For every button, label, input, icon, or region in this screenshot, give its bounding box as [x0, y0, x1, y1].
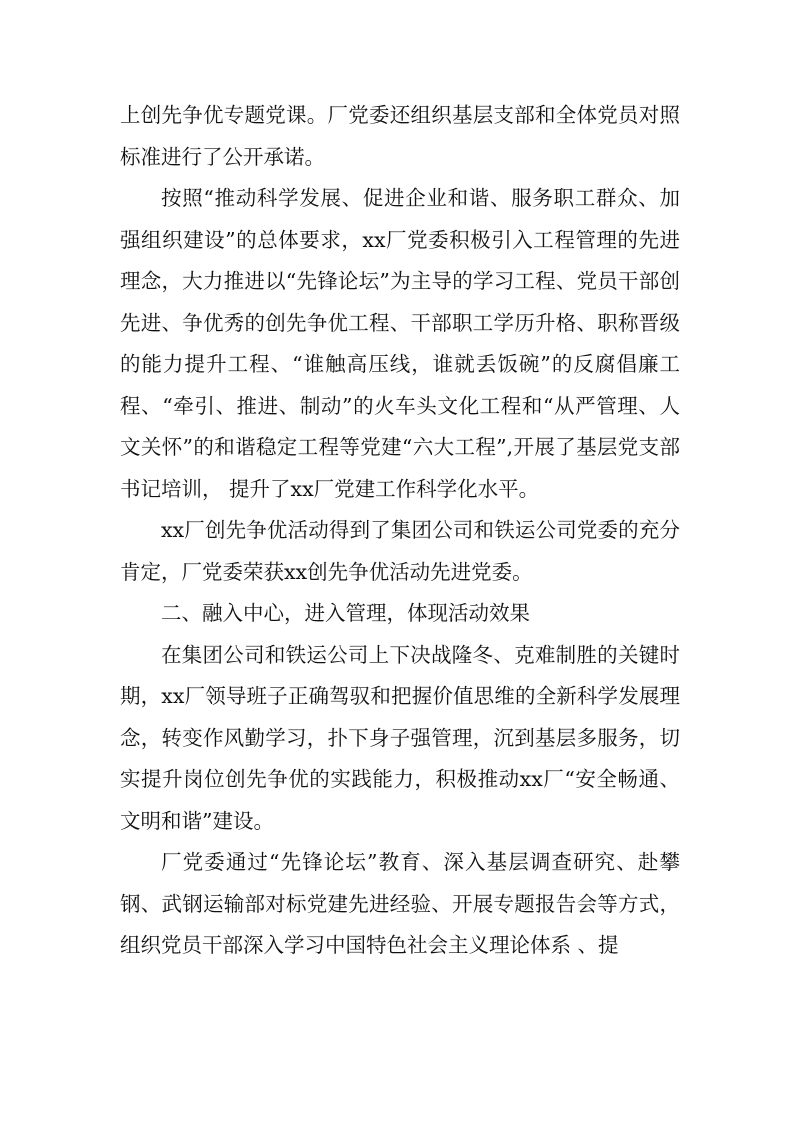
paragraph-1: 上创先争优专题党课。厂党委还组织基层支部和全体党员对照标准进行了公开承诺。 [120, 103, 680, 169]
paragraph-5: 厂党委通过“先锋论坛”教育、深入基层调查研究、赴攀钢、武钢运输部对标党建先进经验、开展专题报告会等方式，组织党员干部深入学习中国特色社会主义理论体系 、提 [120, 850, 680, 957]
paragraph-3: xx厂创先争优活动得到了集团公司和铁运公司党委的充分肯定，厂党委荣获xx创先争优活动先进党委。 [120, 518, 680, 584]
section-heading: 二、融入中心，进入管理，体现活动效果 [161, 601, 530, 625]
paragraph-4: 在集团公司和铁运公司上下决战隆冬、克难制胜的关键时期，xx厂领导班子正确驾驭和把握价值思维的全新科学发展理念，转变作风勤学习，扑下身子强管理，沉到基层多服务，切实提升岗位创先争优的实践能力，积极推动xx厂“安全畅通、文明和谐”建设。 [120, 642, 680, 833]
paragraph-2: 按照“推动科学发展、促进企业和谐、服务职工群众、加强组织建设”的总体要求，xx厂党委积极引入工程管理的先进理念，大力推进以“先锋论坛”为主导的学习工程、党员干部创先进、争优秀的创先争优工程、干部职工学历升格、职称晋级的能力提升工程、“谁触高压线，谁就丢饭碗”的反腐倡廉工程、“牵引、推进、制动”的火车头文化工程和“从严管理、人文关怀”的和谐稳定工程等党建“六大工程”,开展了基层党支部书记培训， 提升了xx厂党建工作科学化水平。 [120, 186, 680, 501]
document-body [120, 95, 680, 967]
